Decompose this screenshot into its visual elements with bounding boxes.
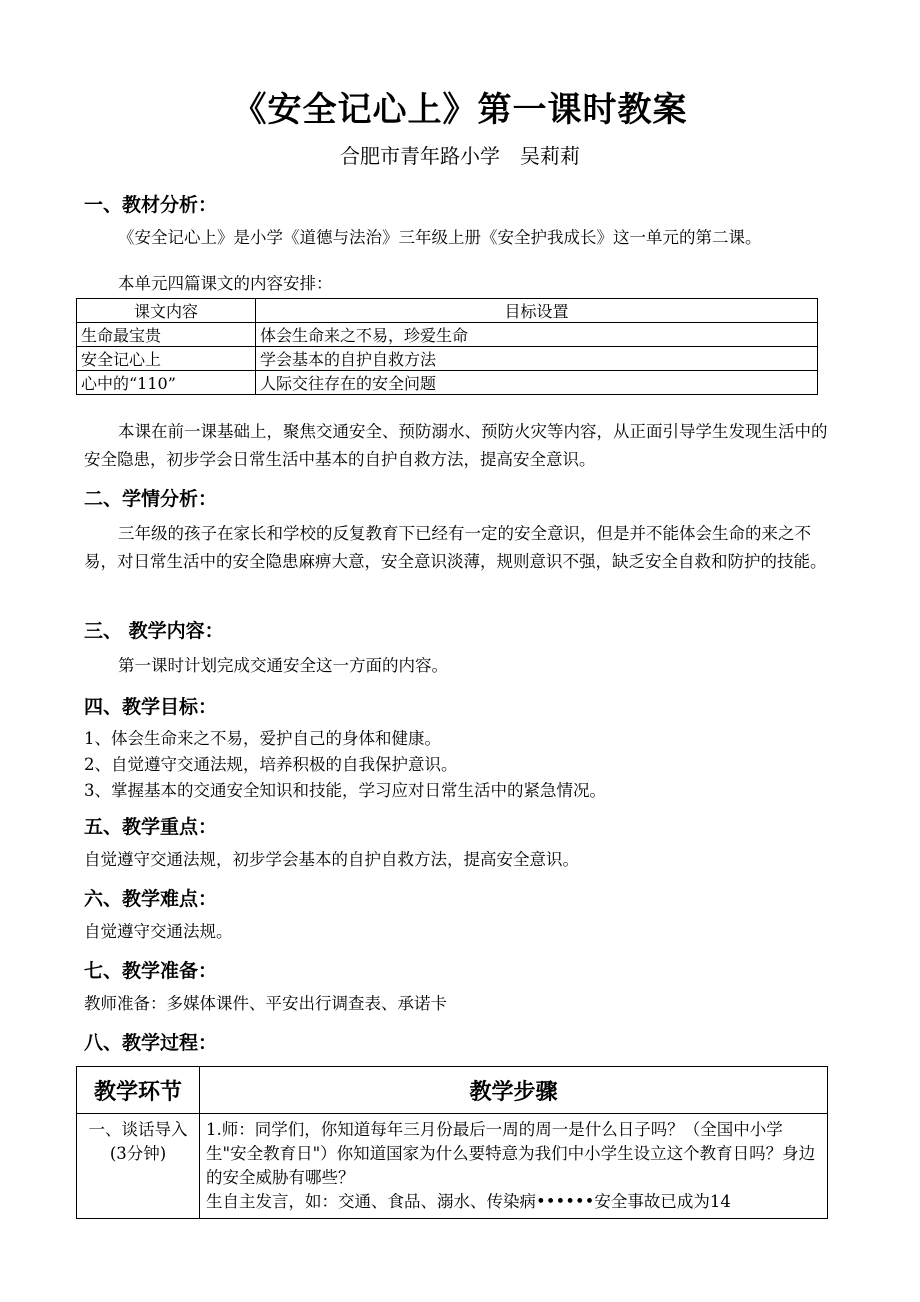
section-2-paragraph: 三年级的孩子在家长和学校的反复教育下已经有一定的安全意识，但是并不能体会生命的来之不易，对日常生活中的安全隐患麻痹大意，安全意识淡薄，规则意识不强，缺乏安全自救和防护的技能。	[84, 524, 827, 571]
table-row	[77, 323, 818, 347]
section-heading-3: 三、 教学内容：	[84, 620, 224, 642]
section-1-paragraph-3: 本课在前一课基础上，聚焦交通安全、预防溺水、预防火灾等内容，从正面引导学生发现生活中的安全隐患，初步学会日常生活中基本的自护自救方法，提高安全意识。	[84, 422, 828, 469]
step-text: 生自主发言，如：交通、食品、溺水、传染病••••••安全事故已成为14	[206, 1192, 731, 1211]
list-item: 3、掌握基本的交通安全知识和技能，学习应对日常生活中的紧急情况。	[84, 781, 606, 800]
objectives-list	[84, 726, 836, 804]
section-heading-6: 六、教学难点：	[84, 888, 218, 910]
table-row	[77, 1114, 828, 1219]
section-5-paragraph: 自觉遵守交通法规，初步学会基本的自护自救方法，提高安全意识。	[84, 850, 579, 869]
table-header-cell: 教学步骤	[200, 1067, 828, 1114]
section-3-paragraph: 第一课时计划完成交通安全这一方面的内容。	[118, 656, 448, 675]
section-heading-4: 四、教学目标：	[84, 696, 218, 718]
table-header-cell: 课文内容	[77, 299, 256, 323]
table-cell: 安全记心上	[77, 347, 256, 371]
section-heading-5: 五、教学重点：	[84, 816, 218, 838]
section-heading-8: 八、教学过程：	[84, 1032, 218, 1054]
step-cell	[200, 1114, 828, 1219]
section-7-paragraph: 教师准备：多媒体课件、平安出行调查表、承诺卡	[84, 994, 447, 1013]
table-cell: 心中的“110”	[77, 371, 256, 395]
table-row	[77, 371, 818, 395]
table-row	[77, 347, 818, 371]
table-header-cell: 目标设置	[256, 299, 818, 323]
table-cell: 生命最宝贵	[77, 323, 256, 347]
step-text: 1.师：同学们，你知道每年三月份最后一周的周一是什么日子吗？（全国中小学生"安全教育日"）你知道国家为什么要特意为我们中小学生设立这个教育日吗？身边的安全威胁有哪些？	[206, 1120, 816, 1187]
stage-cell: 一、谈话导入(3分钟)	[77, 1114, 200, 1219]
teaching-process-table	[76, 1066, 828, 1219]
section-heading-7: 七、教学准备：	[84, 960, 218, 982]
section-6-paragraph: 自觉遵守交通法规。	[84, 922, 233, 941]
section-1-paragraph-2: 本单元四篇课文的内容安排：	[118, 274, 333, 293]
table-cell: 体会生命来之不易，珍爱生命	[256, 323, 818, 347]
table-cell: 人际交往存在的安全问题	[256, 371, 818, 395]
table-header-cell: 教学环节	[77, 1067, 200, 1114]
table-header-row	[77, 299, 818, 323]
list-item: 2、自觉遵守交通法规，培养积极的自我保护意识。	[84, 755, 458, 774]
author-line: 合肥市青年路小学 吴莉莉	[340, 144, 580, 168]
list-item: 1、体会生命来之不易，爱护自己的身体和健康。	[84, 729, 441, 748]
section-heading-1: 一、教材分析：	[84, 194, 218, 216]
table-cell: 学会基本的自护自救方法	[256, 347, 818, 371]
table-header-row	[77, 1067, 828, 1114]
section-heading-2: 二、学情分析：	[84, 488, 218, 510]
document-title: 《安全记心上》第一课时教案	[232, 90, 688, 130]
section-1-paragraph-1: 《安全记心上》是小学《道德与法治》三年级上册《安全护我成长》这一单元的第二课。	[118, 228, 762, 247]
unit-lessons-table	[76, 298, 818, 395]
